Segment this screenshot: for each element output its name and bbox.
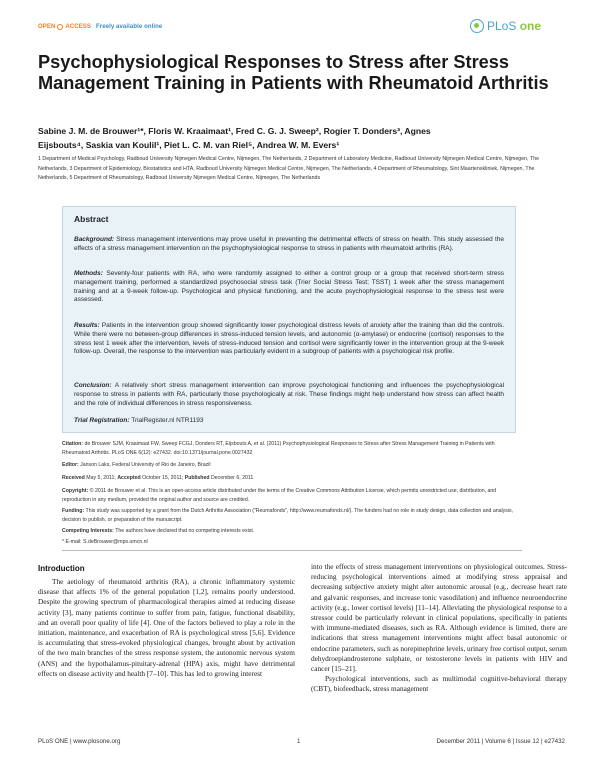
abstract-results: Results: Patients in the intervention group showed significantly lower psychological distress levels of anxiety after the training than did the controls. While there were no between-group differences in stress-induced tension levels, and autonomic (α-amylase) or endocrine (cortisol) responses to the stress test 1 week after the intervention, levels of stress-induced tension and cortisol were significantly lower in the intervention group at the 9-week follow-up. Overall, the response to the intervention was particularly evident in a subgroup of patients with a psychological risk profile. [74,322,504,356]
author-list [38,125,563,152]
dates: Received May 5, 2011; Accepted October 15, 2011; Published December 6, 2011 [62,475,254,481]
editor: Editor: Janson Laks, Federal University of Rio de Janeiro, Brazil [62,462,211,468]
open-label: OPEN [38,24,56,30]
competing-interests: Competing Interests: The authors have declared that no competing interests exist. [62,528,255,534]
abstract-methods: Methods: Seventy-four patients with RA, who were randomly assigned to either a control group or a group that received short-term stress management training, performed a standardized psychosocial stress task (Trier Social Stress Test; TSST) 1 week after the stress management training and at a 9-week follow-up. Psychological and physical functioning, and the acute psychophysiological response to the stress test were assessed. [74,270,504,304]
author-email[interactable]: * E-mail: S.deBrouwer@mps.umcn.nl [62,539,148,545]
access-label: ACCESS [65,24,92,30]
plos-logo-icon [470,19,484,33]
abstract-conclusion: Conclusion: A relatively short stress management intervention can improve psychological functioning and influences the psychophysiological response to stress in patients with RA, particularly those psychologically at risk. These findings might help understand how stress can affect health and the role of individual differences in stress responsiveness. [74,382,505,407]
trial-registration: Trial Registration: TrialRegister.nl NTR1193 [74,417,204,424]
affiliations: 1 Department of Medical Psychology, Radboud University Nijmegen Medical Centre, Nijmegen, The Netherlands, 2 Department of Laboratory Medicine, Radboud University Nijmegen Medical Centre, Nijmegen, The Netherlands, 3 Department of Epidemiology, Biostatistics and HTA, Radboud University Nijmegen Medical Centre, Nijmegen, The Netherlands, 4 Department of Rheumatology, Sint Maartenskliniek, Nijmegen, The Netherlands, 5 Department of Rheumatology, Radboud University Nijmegen Medical Centre, Nijmegen, The Netherlands [38,156,540,182]
intro-right-paragraph-1: into the effects of stress management interventions on physiological outcomes. Stress-reducing psychological interventions aimed at modifying stress appraisal and decreasing subjective anxiety might alter autonomic arousal (e.g., decrease heart rate and galvanic responses, and increase tonic vasodilation) and influence neuroendocrine activity (e.g., lower cortisol levels) [11–14]. Alleviating the physiological response to a stressor could be particularly relevant in clinical populations, specifically in patients with immune-mediated diseases, such as RA. Although evidence is limited, there are indications that stress management interventions might affect basal autonomic or endocrine parameters, such as norepinephrine levels, urinary free cortisol output, serum dehydroepiandrosterone sulphate, or testosterone levels in patients with HIV and cancer [15–21]. [311,562,567,674]
intro-left-column: The aetiology of rheumatoid arthritis (RA), a chronic inflammatory systemic disease that affects 1% of the general population [1,2], remains poorly understood. Despite the growing spectrum of pharmacological therapies aimed at reducing disease activity [3], many patients continue to suffer from pain, fatigue, functional disability, and an overall poor quality of life [4]. One of the factors believed to play a role in the initiation, maintenance, and exacerbation of RA is psychological stress [5,6]. Evidence is accumulating that stress-evoked physiological changes, brought about by activation of the two main branches of the stress response system, the autonomic nervous system (ANS) and the hypothalamus-pituitary-adrenal (HPA) axis, might have detrimental effects on disease activity and health [7–10]. This has led to growing interest [38,577,295,678]
citation: Citation: de Brouwer SJM, Kraaimaat FW, Sweep FCGJ, Donders RT, Eijsbouts A, et al. (2011) Psychophysiological Responses to Stress after Stress Management Training in Patients with Rheumatoid Arthritis. PLoS ONE 6(12): e27432. doi:10.1371/journal.pone.0027432 [62,441,495,456]
funding: Funding: This study was supported by a grant from the Dutch Arthritis Association ("Reumafonds", http://www.reumafonds.nl/). The funders had no role in study design, data collection and analysis, decision to publish, or preparation of the manuscript. [62,508,513,523]
open-access-lock-icon [57,24,63,30]
footer-journal-link[interactable]: PLoS ONE | www.plosone.org [38,738,121,745]
intro-right-column [311,562,567,695]
article-title: Psychophysiological Responses to Stress after Stress Management Training in Patients with Rheumatoid Arthritis [38,52,549,93]
freely-available-label: Freely available online [96,24,163,30]
abstract-background: Background: Stress management interventions may prove useful in preventing the detrimental effects of stress on health. This study assessed the effects of a stress management intervention on the psychophysiological response to stress in patients with rheumatoid arthritis (RA). [74,236,504,252]
open-access-badge [38,24,162,30]
footer-issue-info: December 2011 | Volume 6 | Issue 12 | e27432 [436,738,565,745]
introduction-heading: Introduction [38,564,85,573]
page-number: 1 [297,738,301,745]
intro-right-paragraph-2: Psychological interventions, such as multimodal cognitive-behavioral therapy (CBT), biofeedback, stress management [311,674,567,694]
plos-one-logo [470,19,541,33]
divider [62,550,522,551]
abstract-heading: Abstract [74,214,109,224]
author-line-1: Sabine J. M. de Brouwer¹*, Floris W. Kraaimaat¹, Fred C. G. J. Sweep², Rogier T. Donders³, Agnes [38,126,431,136]
author-line-2: Eijsbouts⁴, Saskia van Koulil¹, Piet L. C. M. van Riel⁵, Andrea W. M. Evers¹ [38,139,340,150]
plos-one-wordmark: PLoS one [487,19,542,33]
copyright: Copyright: © 2011 de Brouwer et al. This is an open-access article distributed under the terms of the Creative Commons Attribution License, which permits unrestricted use, distribution, and reproduction in any medium, provided the original author and source are credited. [62,488,497,503]
